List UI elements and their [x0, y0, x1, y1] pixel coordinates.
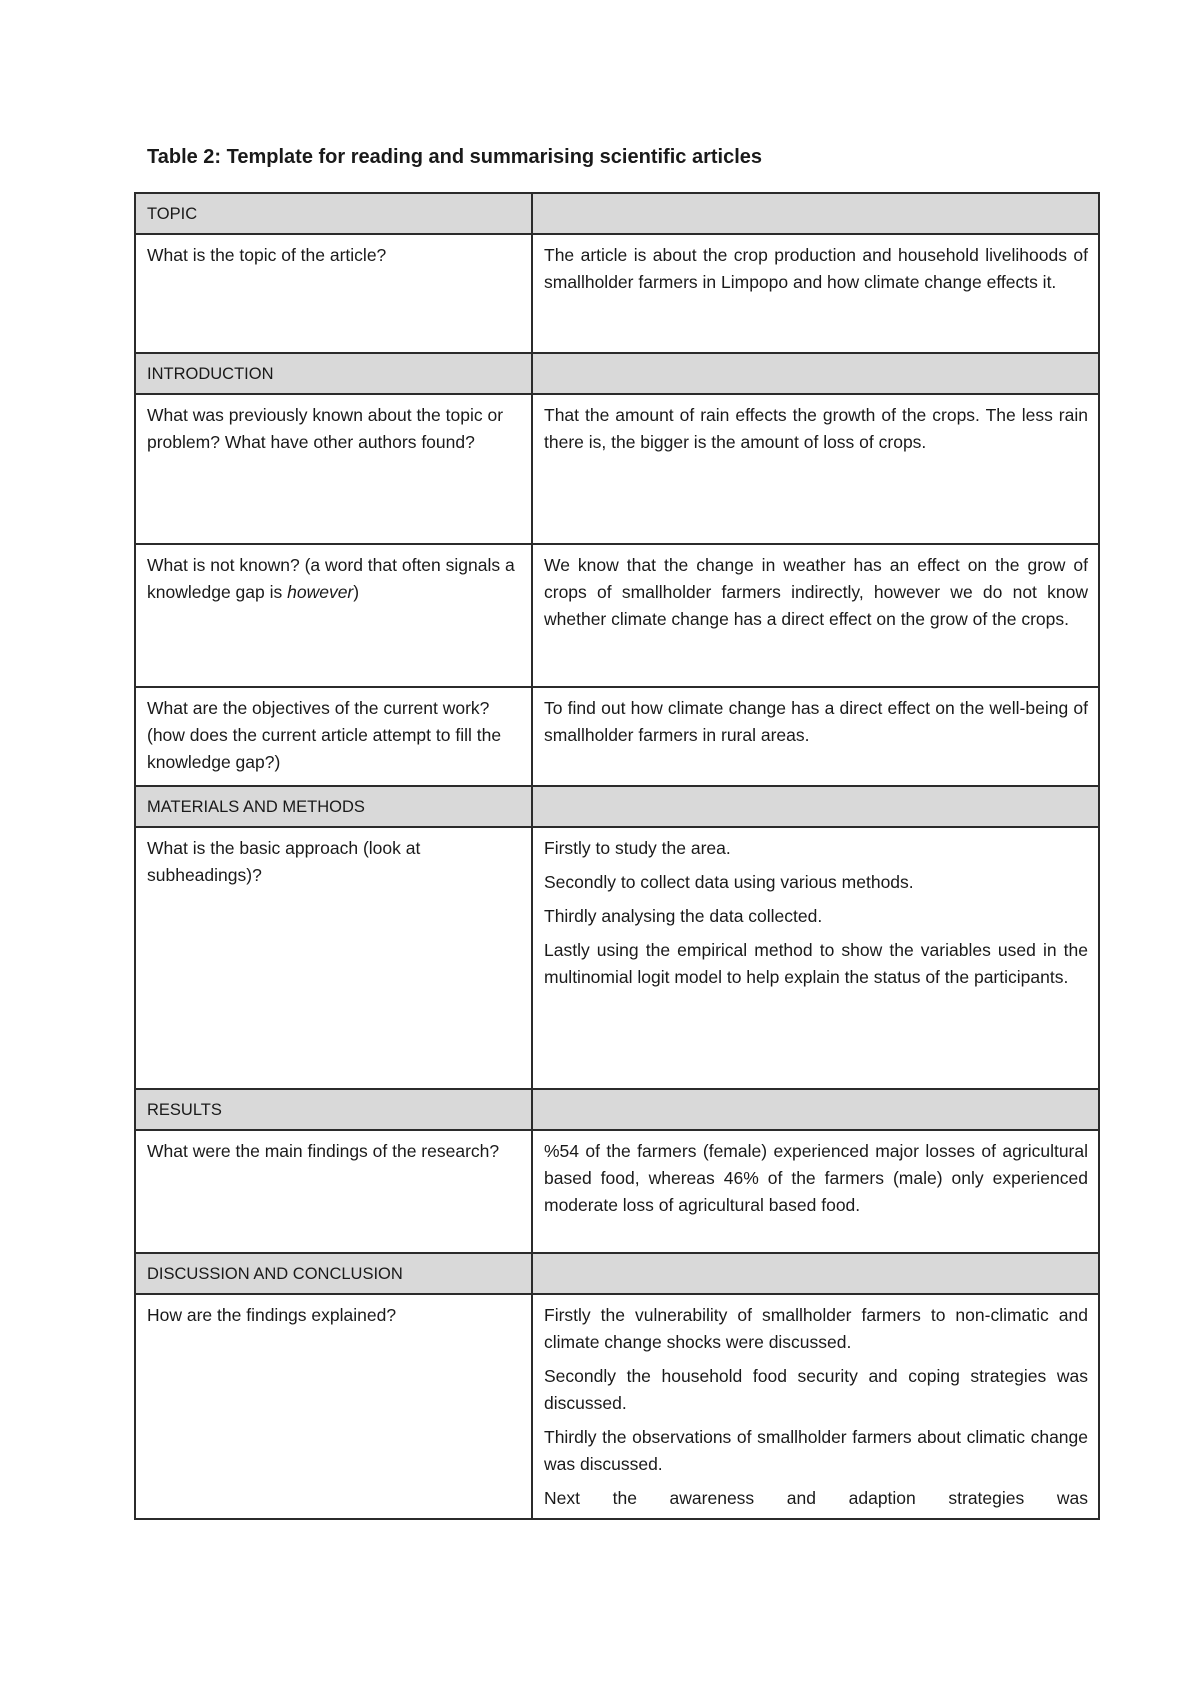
answer-text: Firstly to study the area. — [544, 838, 731, 858]
question-text: What is the basic approach (look at subheadings)? — [147, 838, 421, 885]
section-header-discussion-and-conclusion — [135, 1253, 1099, 1294]
question-text: What was previously known about the topic or problem? What have other authors found? — [147, 405, 504, 452]
section-heading-cell — [135, 353, 532, 394]
answer-cell — [532, 394, 1099, 544]
question-text-suffix: ) — [353, 582, 360, 602]
answer-cell — [532, 234, 1099, 353]
question-text-emphasis: however — [287, 582, 354, 602]
answer-text: Thirdly the observations of smallholder farmers about climatic change was discussed. — [544, 1427, 1088, 1474]
summary-table — [134, 192, 1100, 1520]
answer-text: Next the awareness and adaption strategies was — [544, 1488, 1088, 1508]
section-heading-cell — [135, 1253, 532, 1294]
table-row — [135, 394, 1099, 544]
table-row — [135, 1130, 1099, 1253]
page-title: Table 2: Template for reading and summarising scientific articles — [147, 146, 762, 168]
question-text: What is the topic of the article? — [147, 245, 387, 265]
answer-text: Secondly the household food security and coping strategies was discussed. — [544, 1366, 1088, 1413]
answer-cell — [532, 827, 1099, 1089]
section-empty-cell — [532, 193, 1099, 234]
section-heading-cell — [135, 786, 532, 827]
section-heading: TOPIC — [147, 205, 198, 223]
section-heading: DISCUSSION AND CONCLUSION — [147, 1265, 403, 1283]
question-cell — [135, 544, 532, 687]
question-cell — [135, 827, 532, 1089]
answer-text: We know that the change in weather has an effect on the grow of crops of smallholder farmers indirectly, however we do not know whether climate change has a direct effect on the grow of the crops. — [544, 555, 1088, 629]
section-empty-cell — [532, 786, 1099, 827]
question-cell — [135, 687, 532, 786]
answer-text: Firstly the vulnerability of smallholder farmers to non-climatic and climate change shocks were discussed. — [544, 1305, 1088, 1352]
question-cell — [135, 394, 532, 544]
table-row — [135, 544, 1099, 687]
section-empty-cell — [532, 353, 1099, 394]
section-heading: INTRODUCTION — [147, 365, 274, 383]
table-row — [135, 687, 1099, 786]
answer-text: To find out how climate change has a direct effect on the well-being of smallholder farmers in rural areas. — [544, 698, 1088, 745]
answer-text: That the amount of rain effects the growth of the crops. The less rain there is, the bigger is the amount of loss of crops. — [544, 405, 1088, 452]
question-cell — [135, 234, 532, 353]
section-empty-cell — [532, 1089, 1099, 1130]
section-empty-cell — [532, 1253, 1099, 1294]
section-heading: MATERIALS AND METHODS — [147, 798, 365, 816]
section-header-topic — [135, 193, 1099, 234]
answer-text: %54 of the farmers (female) experienced major losses of agricultural based food, whereas 46% of the farmers (male) only experienced moderate loss of agricultural based food. — [544, 1141, 1088, 1215]
answer-cell — [532, 687, 1099, 786]
section-heading-cell — [135, 1089, 532, 1130]
section-header-introduction — [135, 353, 1099, 394]
question-cell — [135, 1130, 532, 1253]
table-row — [135, 827, 1099, 1089]
question-text: What are the objectives of the current work? (how does the current article attempt to fill the knowledge gap?) — [147, 698, 502, 772]
answer-text: Thirdly analysing the data collected. — [544, 906, 823, 926]
question-text: What were the main findings of the research? — [147, 1141, 500, 1161]
answer-cell — [532, 544, 1099, 687]
section-header-results — [135, 1089, 1099, 1130]
table-row — [135, 234, 1099, 353]
answer-cell — [532, 1130, 1099, 1253]
table-row — [135, 1294, 1099, 1519]
answer-text: Secondly to collect data using various methods. — [544, 872, 914, 892]
section-heading: RESULTS — [147, 1101, 222, 1119]
section-header-materials-and-methods — [135, 786, 1099, 827]
answer-text: Lastly using the empirical method to show the variables used in the multinomial logit model to help explain the status of the participants. — [544, 940, 1088, 987]
answer-text: The article is about the crop production and household livelihoods of smallholder farmers in Limpopo and how climate change effects it. — [544, 245, 1088, 292]
question-text: How are the findings explained? — [147, 1305, 397, 1325]
question-text-prefix: What is not known? (a word that often signals a knowledge gap is — [147, 555, 515, 602]
question-cell — [135, 1294, 532, 1519]
section-heading-cell — [135, 193, 532, 234]
answer-cell — [532, 1294, 1099, 1519]
